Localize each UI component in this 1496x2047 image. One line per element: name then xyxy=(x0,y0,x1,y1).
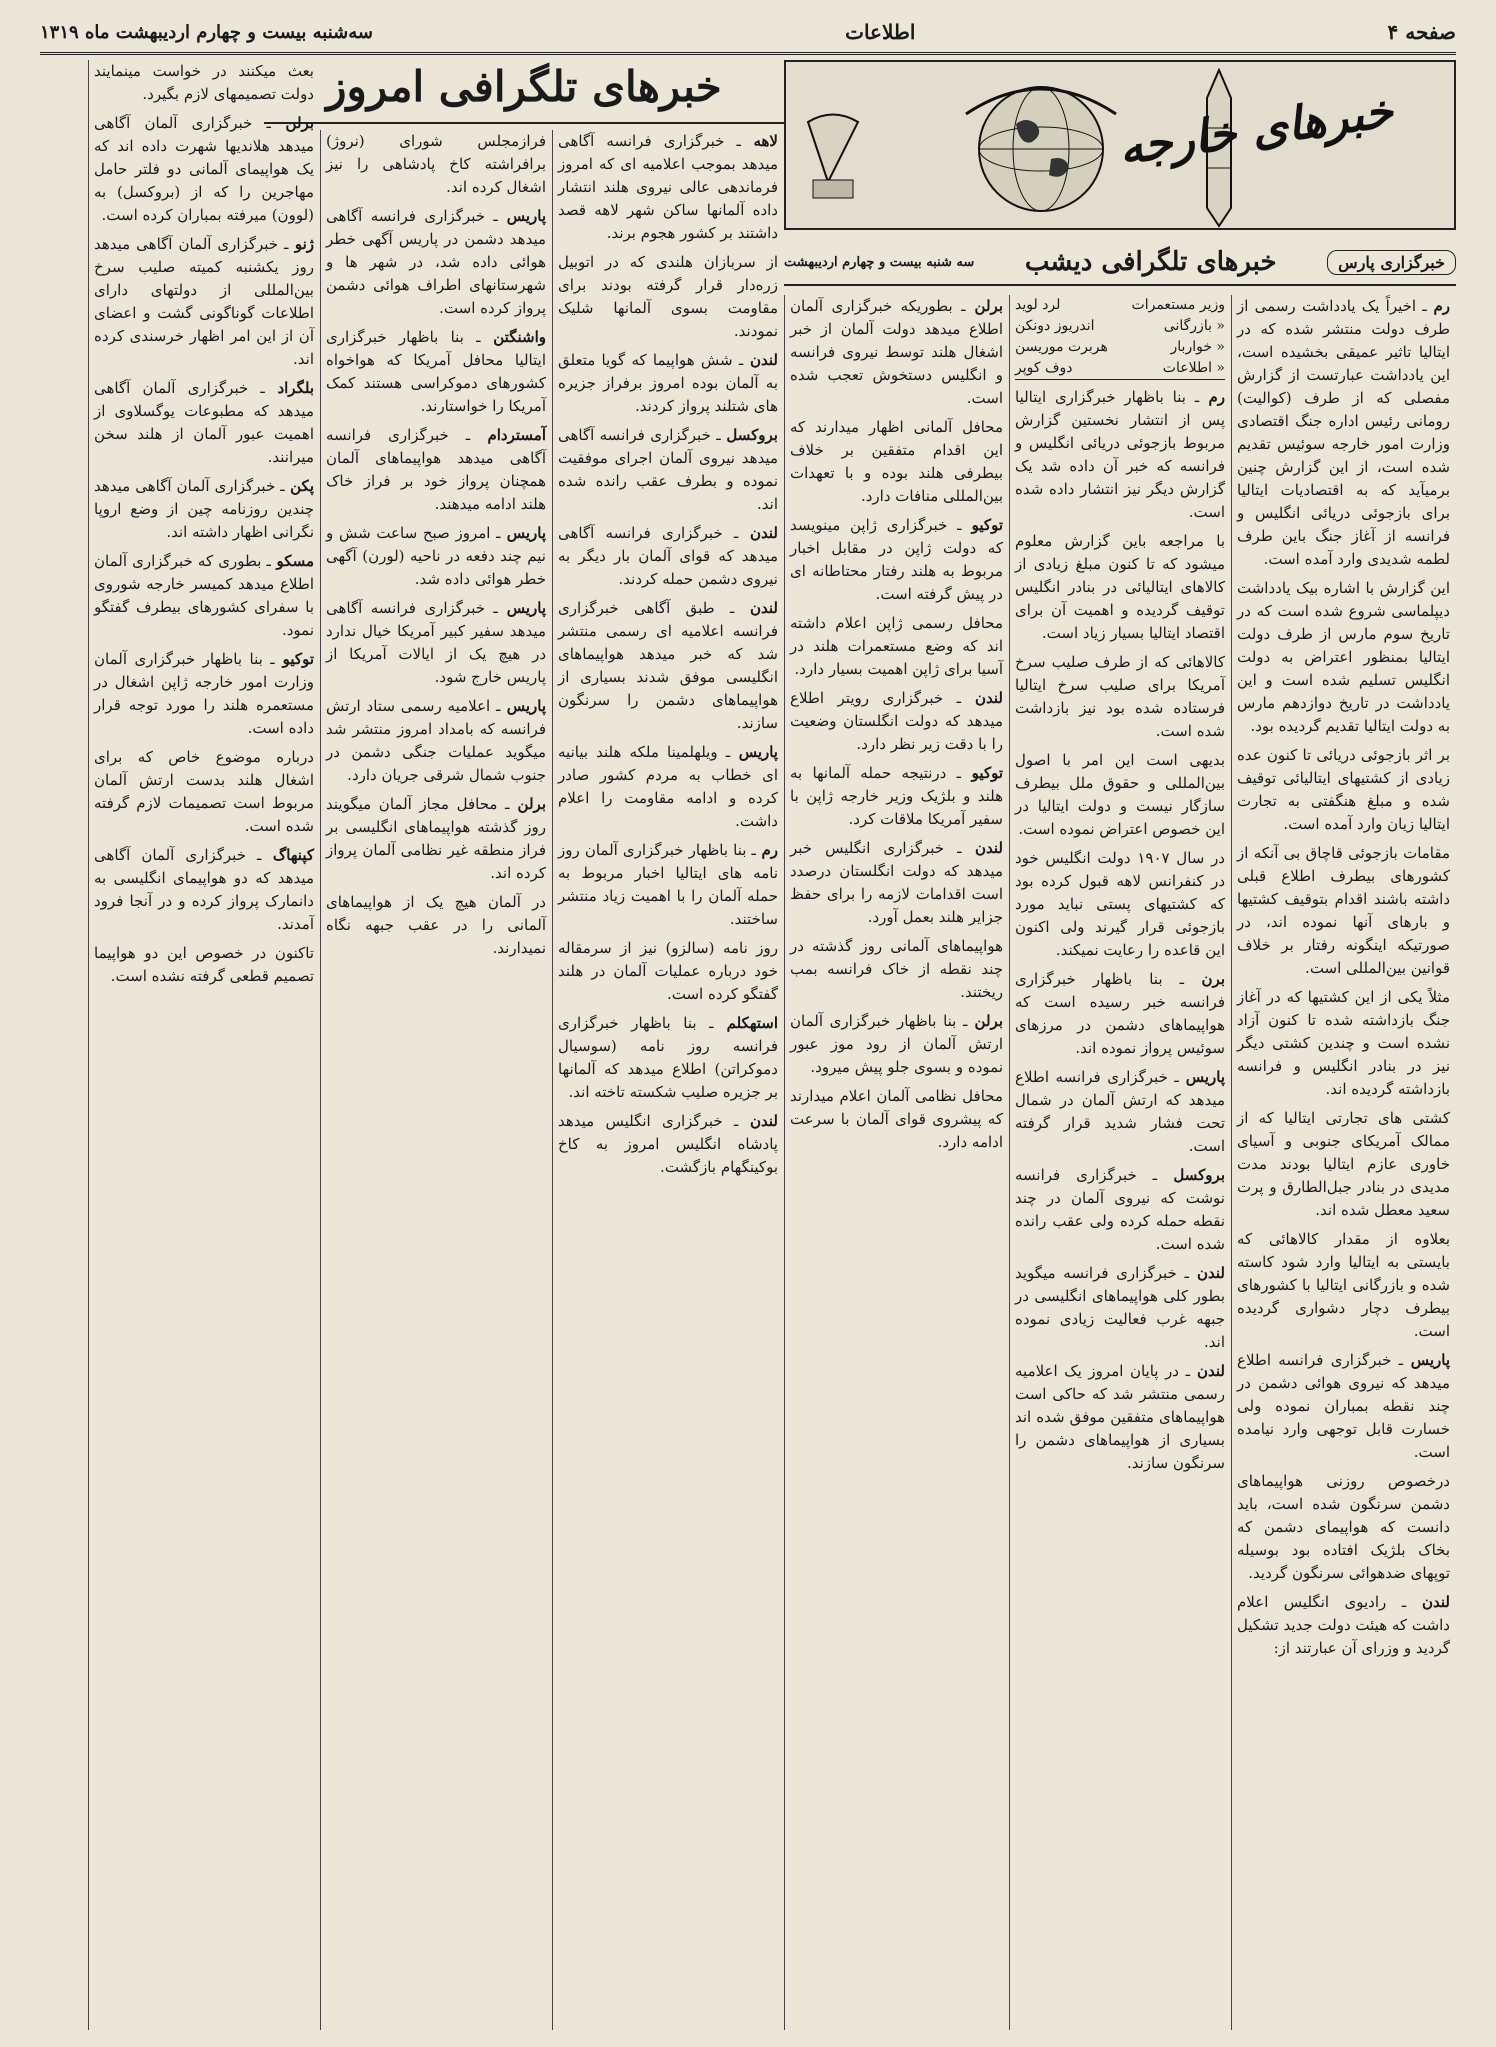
news-text: بر اثر بازجوئی دریائی تا کنون عده زیادی از کشتیهای ایتالیائی توقیف شده و مبلغ هنگفتی به تجارت ایتالیا زیان وارد آمده است. xyxy=(1237,746,1450,833)
dateline: پاریس xyxy=(497,599,546,617)
news-text: ـ خبرگزاری فرانسه آگاهی میدهد دشمن در پاریس آگهی خطر هوائی داده شد، در شهر ها و شهرستانهای اطراف هوائی دشمن پرواز کرده است. xyxy=(326,207,546,317)
news-text: هواپیماهای آلمانی روز گذشته در چند نقطه از خاک فرانسه بمب ریختند. xyxy=(790,937,1003,1001)
news-text: تاکنون در خصوص این دو هواپیما تصمیم قطعی گرفته نشده است. xyxy=(94,944,314,985)
news-item xyxy=(94,475,314,544)
news-text: بعلاوه از مقدار کالاهائی که بایستی به ایتالیا وارد شود کاسته شده و بازرگانی ایتالیا با کشورهای بیطرف دچار دشواری گردیده است. xyxy=(1237,1230,1450,1340)
news-item xyxy=(326,597,546,689)
news-text: ـ خبرگزاری فرانسه آگاهی میدهد بموجب اعلامیه ای که امروز فرماندهی عالی نیروی هلند انتشار داده آلمانها ساکن شهر لاهه قصد داشتند بر کشور هجوم برند. xyxy=(558,132,778,242)
dateline: واشنگتن xyxy=(480,328,546,346)
news-item xyxy=(790,416,1003,508)
news-item xyxy=(558,839,778,931)
column-4 xyxy=(552,130,784,2030)
news-text: بعث میکنند در خواست مینمایند دولت تصمیمهای لازم بگیرد. xyxy=(94,62,314,103)
news-text: این گزارش با اشاره بیک یادداشت دیپلماسی شروع شده است که در تاریخ سوم مارس از طرف دولت ایتالیا بمنظور اعتراض به دولت انگلیس تسلیم شده است و این یادداشت در تاریخ دوازدهم مارس به دولت ایتالیا تقدیم گردیده بود. xyxy=(1237,579,1450,735)
news-text: محافل نظامی آلمان اعلام میدارند که پیشروی قوای آلمان با سرعت ادامه دارد. xyxy=(790,1087,1003,1151)
dateline: برلن xyxy=(509,795,546,813)
news-text: ـ خبرگزاری آلمان آگاهی میدهد هلاندیها شهرت داده اند که یک هواپیمای آلمانی دو فلتر حامل مهاجرین را که از (بروکسل) به (لوون) میرفته بمباران کرده است. xyxy=(94,114,314,224)
news-item xyxy=(94,233,314,371)
news-item xyxy=(1237,1591,1450,1660)
news-text: ـ خبرگزاری آلمان آگاهی میدهد که مطبوعات یوگسلاوی از اهمیت عبور آلمان از هلند سخن میرانند. xyxy=(94,379,314,466)
dateline: توکیو xyxy=(274,650,314,668)
dateline: پاریس xyxy=(500,697,546,715)
news-item xyxy=(790,295,1003,410)
news-text: ـ خبرگزاری آلمان آگاهی میدهد که دو هواپیمای انگلیسی به دانمارک پرواز کرده و در آنجا فرود آمدند. xyxy=(94,846,314,933)
column-5-body xyxy=(326,130,546,960)
news-text: ـ خبرگزاری فرانسه آگاهی میدهد هواپیماهای آلمان همچنان پرواز خود بر فراز خاک هلند ادامه میدهند. xyxy=(326,426,546,513)
column-1-body xyxy=(1237,295,1450,1660)
dateline: برن xyxy=(1183,970,1225,988)
news-text: ـ خبرگزاری فرانسه اطلاع میدهد که ارتش آلمان در شمال تحت فشار شدید قرار گرفته است. xyxy=(1015,1068,1225,1155)
news-text: فرازمجلس شورای (نروژ) برافراشته کاخ پادشاهی را نیز اشغال کرده اند. xyxy=(326,132,546,196)
news-item xyxy=(558,597,778,735)
news-item xyxy=(326,130,546,199)
news-item xyxy=(558,424,778,516)
news-item xyxy=(1237,1470,1450,1585)
news-text: مقامات بازجوئی قاچاق بی آنکه از کشورهای بیطرف اطلاع قبلی داشته باشند اقدام بتوقیف کشتیها و بارهای آنها نموده اند، در صورتیکه اینگونه رفتار بر خلاف قوانین بین‌المللی است. xyxy=(1237,844,1450,977)
news-item xyxy=(94,112,314,227)
news-text: در سال ۱۹۰۷ دولت انگلیس خود در کنفرانس لاهه قبول کرده بود که کشتیهای پستی نباید مورد بازجوئی قرار گیرند ولی اکنون این قاعده را رعایت نمیکند. xyxy=(1015,849,1225,959)
news-text: در آلمان هیچ یک از هواپیماهای آلمانی را در عقب جبهه نگاه نمیدارند. xyxy=(326,893,546,957)
news-item xyxy=(94,60,314,106)
news-text: ـ خبرگزاری ژاپن مینویسد که دولت ژاپن در مقابل اخبار مربوط به هلند رفتار محتاطانه ای در پیش گرفته است. xyxy=(790,516,1003,603)
news-item xyxy=(790,762,1003,831)
paper-name: اطلاعات xyxy=(845,20,916,44)
news-text: بدیهی است این امر با اصول بین‌المللی و حقوق ملل بیطرف سازگار نیست و دولت ایتالیا در این خصوص اعتراض نموده است. xyxy=(1015,751,1225,838)
section-subheader xyxy=(784,240,1456,286)
cabinet-row: « اطلاعات دوف کوپر xyxy=(1015,360,1225,376)
column-3 xyxy=(784,295,1009,2030)
news-item xyxy=(790,935,1003,1004)
news-item xyxy=(790,514,1003,606)
news-item xyxy=(1015,1066,1225,1158)
dateline: پاریس xyxy=(730,743,778,761)
news-text: ـ امروز صبح ساعت شش و نیم چند دفعه در ناحیه (لورن) آگهی خطر هوائی داده شد. xyxy=(326,524,546,588)
dateline: لاهه xyxy=(740,132,778,150)
news-item xyxy=(1237,1349,1450,1464)
news-item xyxy=(326,326,546,418)
dateline: لندن xyxy=(961,689,1003,707)
news-item xyxy=(1015,968,1225,1060)
news-text: ـ رادیوی انگلیس اعلام داشت که هیئت دولت جدید تشکیل گردید و وزرای آن عبارتند از: xyxy=(1236,1593,1450,1657)
news-text: از سربازان هلندی که در اتوبیل زره‌دار قرار گرفته بودند برای مقاومت بسوی آلمانها شلیک نمودند. xyxy=(558,253,778,340)
dateline: رم xyxy=(1199,388,1225,406)
column-1 xyxy=(1231,295,1456,2030)
column-2 xyxy=(1009,295,1231,2030)
column-6-body xyxy=(94,60,314,988)
dateline: لندن xyxy=(961,839,1003,857)
column-5 xyxy=(320,130,552,2030)
news-item xyxy=(326,891,546,960)
dateline: استهکلم xyxy=(713,1014,778,1032)
news-item xyxy=(1237,1107,1450,1222)
dateline: بروکسل xyxy=(720,426,778,444)
news-item xyxy=(558,741,778,833)
news-text: ـ در پایان امروز یک اعلامیه رسمی منتشر شد که حاکی است هواپیماهای متفقین موفق شده اند بسیاری از هواپیماهای دشمن را سرنگون سازند. xyxy=(1015,1362,1225,1472)
section-date: سه شنبه بیست و چهارم اردیبهشت xyxy=(784,254,975,270)
news-item xyxy=(1237,577,1450,738)
news-item xyxy=(94,550,314,642)
news-text: ـ بطوریکه خبرگزاری آلمان اطلاع میدهد دولت آلمان از خبر اشغال هلند توسط نیروی فرانسه و انگلیس دستخوش تعجب شده است. xyxy=(790,297,1003,407)
news-text: ـ بنا باظهار خبرگزاری آلمان وزارت امور خارجه ژاپن اشغال در مستعمره هلند را مورد توجه قرار داده است. xyxy=(94,650,314,737)
news-text: ـ اخیراً یک یادداشت رسمی از طرف دولت منتشر شده که در ایتالیا تاثیر عمیقی بخشیده است، این یادداشت عبارتست از گزارش مفصلی که از طرف (کوالیت) رومانی رئیس اداره جنگ اقتصادی وزارت امور خارجه سوئیس تقدیم شده است، از این گزارش چنین برمیآید که به اقتصادیات ایتالیا برای بازجوئی دریائی انگلیس و فرانسه از آغاز جنگ باین طرف لطمه شدیدی وارد آمده است. xyxy=(1237,297,1450,568)
news-text: ـ شش هواپیما که گویا متعلق به آلمان بوده امروز برفراز جزیره های شتلند پرواز کردند. xyxy=(558,351,778,415)
dateline: پکن xyxy=(284,477,314,495)
agency-label: خبرگزاری پارس xyxy=(1327,250,1456,275)
issue-date: سه‌شنبه بیست و چهارم اردیبهشت ماه ۱۳۱۹ xyxy=(40,21,373,43)
dateline: بروکسل xyxy=(1157,1166,1225,1184)
dateline: رم xyxy=(1426,297,1450,315)
news-text: ـ بنا باظهار خبرگزاری آلمان ارتش آلمان از رود موز عبور نموده و بسوی جلو پیش میرود. xyxy=(790,1012,1003,1076)
news-text: ـ خبرگزاری انگلیس خبر میدهد که دولت انگلستان درصدد است اقدامات لازمه را برای حفظ جزایر هلند بعمل آورد. xyxy=(790,839,1003,926)
dateline: لندن xyxy=(743,351,778,369)
news-item xyxy=(94,844,314,936)
gramophone-icon xyxy=(798,102,868,202)
news-text: ـ بنا باظهار خبرگزاری فرانسه خبر رسیده است که هواپیماهای دشمن در مرزهای سوئیس پرواز نموده اند. xyxy=(1015,970,1225,1057)
dateline: لندن xyxy=(1406,1593,1450,1611)
news-item xyxy=(1015,847,1225,962)
news-item xyxy=(94,942,314,988)
news-item xyxy=(790,1010,1003,1079)
columns-area xyxy=(40,60,1456,2030)
news-item xyxy=(1015,1360,1225,1475)
news-item xyxy=(326,695,546,787)
cabinet-list xyxy=(1015,295,1225,380)
news-text: ـ خبرگزاری آلمان آگاهی میدهد روز یکشنبه کمیته صلیب سرخ بین‌المللی از دولتهای دارای اطلاعات گوناگونی گشت و اعضای آن از این امر اظهار خرسندی کرده اند. xyxy=(94,235,314,368)
dateline: آمستردام xyxy=(470,426,546,444)
news-text: ـ بنا باظهار خبرگزاری ایتالیا پس از انتشار نخستین گزارش مربوط بازجوئی دریائی انگلیس و فرانسه که خبر آن داده شد یک گزارش دیگر نیز انتشار داده شده است. xyxy=(1015,388,1225,521)
news-item xyxy=(326,424,546,516)
dateline: لندن xyxy=(734,599,779,617)
news-item xyxy=(558,522,778,591)
dateline: برلن xyxy=(967,1012,1003,1030)
news-item xyxy=(558,1012,778,1104)
news-item xyxy=(1015,749,1225,841)
dateline: توکیو xyxy=(961,516,1003,534)
dateline: برلن xyxy=(965,297,1003,315)
dateline: برلن xyxy=(270,114,314,132)
dateline: لندن xyxy=(738,524,778,542)
foreign-news-banner xyxy=(784,60,1456,230)
news-text: ـ خبرگزاری انگلیس میدهد پادشاه انگلیس امروز به کاخ بوکینگهام بازگشت. xyxy=(558,1112,778,1176)
news-item xyxy=(1237,986,1450,1101)
news-text: ـ خبرگزاری رویتر اطلاع میدهد که دولت انگلستان وضعیت را با دقت زیر نظر دارد. xyxy=(790,689,1003,753)
column-4-body xyxy=(558,130,778,1179)
news-item xyxy=(790,837,1003,929)
news-text: ـ محافل مجاز آلمان میگویند روز گذشته هواپیماهای انگلیسی بر فراز منطقه غیر نظامی آلمان پرواز کرده اند. xyxy=(326,795,546,882)
news-text: ـ بنا باظهار خبرگزاری آلمان روز نامه های ایتالیا اخبار مربوط به حمله آلمان را با اهمیت زیاد منتشر ساختند. xyxy=(558,841,778,928)
news-text: با مراجعه باین گزارش معلوم میشود که تا کنون مبلغ زیادی از کالاهای ایتالیائی در بنادر انگلیس توقیف گردیده و اهمیت آن برای اقتصاد ایتالیا بسیار زیاد است. xyxy=(1015,532,1225,642)
news-item xyxy=(1237,1228,1450,1343)
page-number: صفحه ۴ xyxy=(1387,20,1456,44)
cabinet-row: وزیر مستعمرات لرد لوید xyxy=(1015,297,1225,313)
cabinet-row: « بازرگانی اندریوز دونکن xyxy=(1015,318,1225,334)
news-text: ـ طبق آگاهی خبرگزاری فرانسه اعلامیه ای رسمی منتشر شد که خبر میدهد هواپیماهای انگلیسی موفق شدند بسیاری از هواپیماهای دشمن را سرنگون سازند. xyxy=(558,599,778,732)
main-headline: خبرهای تلگرافی امروز xyxy=(264,62,784,124)
section-title: خبرهای تلگرافی دیشب xyxy=(1024,247,1277,277)
news-item xyxy=(558,349,778,418)
column-2-body xyxy=(1015,386,1225,1475)
news-text: کالاهائی که از طرف صلیب سرخ آمریکا برای صلیب سرخ ایتالیا فرستاده شده بود نیز بازداشت شده است. xyxy=(1015,653,1225,740)
dateline: بلگراد xyxy=(264,379,314,397)
news-item xyxy=(1015,530,1225,645)
news-text: مثلاً یکی از این کشتیها که در آغاز جنگ بازداشته شده تا کنون آزاد نشده است و چندین کشتی دیگر نیز در بنادر انگلیس و فرانسه بازداشته گردیده اند. xyxy=(1237,988,1450,1098)
dateline: لندن xyxy=(1189,1362,1225,1380)
news-text: ـ بنا باظهار خبرگزاری فرانسه روز نامه (سوسیال دموکراتن) اطلاع میدهد که آلمانها بر جزیره صلیب شکسته تاخته اند. xyxy=(558,1014,778,1101)
news-item xyxy=(1015,1262,1225,1354)
news-text: ـ خبرگزاری فرانسه آگاهی میدهد سفیر کبیر آمریکا خیال ندارد در هیچ یک از ایالات آمریکا از پاریس خارج شود. xyxy=(326,599,546,686)
news-text: ـ خبرگزاری فرانسه آگاهی میدهد نیروی آلمان اجرای موفقیت نموده و بطرف عقب رانده شده اند. xyxy=(558,426,778,513)
news-text: درباره موضوع خاص که برای اشغال هلند بدست ارتش آلمان مربوط است تصمیمات لازم گرفته شده است. xyxy=(94,748,314,835)
news-item xyxy=(558,1110,778,1179)
news-text: ـ خبرگزاری فرانسه اطلاع میدهد که نیروی هوائی دشمن در چند نقطه بمباران نموده ولی خسارت قابل توجهی وارد نیامده است. xyxy=(1237,1351,1450,1461)
dateline: لندن xyxy=(1188,1264,1225,1282)
column-6 xyxy=(88,60,320,2030)
cabinet-row: « خواربار هربرت موریسن xyxy=(1015,339,1225,355)
news-item xyxy=(1237,295,1450,571)
news-item xyxy=(790,1085,1003,1154)
news-text: ـ ویلهلمینا ملکه هلند بیانیه ای خطاب به مردم کشور صادر کرده و ادامه مقاومت را اعلام داشت. xyxy=(558,743,778,830)
dateline: کپنهاگ xyxy=(261,846,314,864)
news-item xyxy=(326,205,546,320)
column-3-body xyxy=(790,295,1003,1154)
news-item xyxy=(558,937,778,1006)
masthead xyxy=(40,12,1456,55)
news-text: ـ بطوری که خبرگزاری آلمان اطلاع میدهد کمیسر خارجه شوروی با سفرای کشورهای بیطرف گفتگو نمود. xyxy=(94,552,314,639)
news-item xyxy=(1015,651,1225,743)
news-text: کشتی های تجارتی ایتالیا که از ممالک آمریکای جنوبی و آسیای خاوری عازم ایتالیا بودند مدت مدیدی در بنادر جبل‌الطارق و پرت سعید معطل شده اند. xyxy=(1237,1109,1450,1219)
news-text: محافل رسمی ژاپن اعلام داشته اند که وضع مستعمرات هلند در آسیا برای ژاپن اهمیت بسیار دارد. xyxy=(790,614,1003,678)
dateline: پاریس xyxy=(1403,1351,1451,1369)
news-text: روز نامه (سالزو) نیز از سرمقاله خود درباره عملیات آلمان در هلند گفتگو کرده است. xyxy=(558,939,778,1003)
dateline: پاریس xyxy=(500,524,547,542)
dateline: ژنو xyxy=(288,235,314,253)
news-item xyxy=(1237,842,1450,980)
news-item xyxy=(558,130,778,245)
news-item xyxy=(1015,1164,1225,1256)
news-item xyxy=(94,377,314,469)
news-text: محافل آلمانی اظهار میدارند که این اقدام متفقین بر خلاف بیطرفی هلند بوده و با تعهدات بین‌المللی منافات دارد. xyxy=(790,418,1003,505)
news-item xyxy=(1015,386,1225,524)
news-item xyxy=(326,793,546,885)
dateline: توکیو xyxy=(960,764,1004,782)
news-text: ـ خبرگزاری آلمان آگاهی میدهد چندین روزنامه چین از وضع اروپا نگرانی اظهار داشته اند. xyxy=(94,477,314,541)
news-item xyxy=(326,522,546,591)
dateline: لندن xyxy=(738,1112,778,1130)
banner-title: خبرهای خارجه xyxy=(1115,83,1397,175)
news-text: ـ اعلامیه رسمی ستاد ارتش فرانسه که بامداد امروز منتشر شد میگوید عملیات جنگی دشمن در جنوب شمال شرقی جریان دارد. xyxy=(326,697,546,784)
dateline: پاریس xyxy=(497,207,546,225)
news-text: ـ خبرگزاری فرانسه آگاهی میدهد که قوای آلمان بار دیگر به نیروی دشمن حمله کردند. xyxy=(558,524,778,588)
news-item xyxy=(94,648,314,740)
news-text: ـ خبرگزاری فرانسه نوشت که نیروی آلمان در چند نقطه حمله کرده ولی عقب رانده شده است. xyxy=(1015,1166,1225,1253)
news-text: ـ خبرگزاری فرانسه میگوید بطور کلی هواپیماهای انگلیسی در جبهه غرب فعالیت زیادی نموده اند. xyxy=(1015,1264,1225,1351)
dateline: مسکو xyxy=(270,552,314,570)
dateline: رم xyxy=(755,841,778,859)
globe-icon xyxy=(956,74,1126,224)
news-text: ـ درنتیجه حمله آلمانها به هلند و بلژیک وزیر خارجه ژاپن با سفیر آمریکا ملاقات کرد. xyxy=(790,764,1003,828)
dateline: پاریس xyxy=(1178,1068,1226,1086)
news-item xyxy=(1237,744,1450,836)
news-item xyxy=(558,251,778,343)
news-item xyxy=(94,746,314,838)
news-item xyxy=(790,612,1003,681)
news-item xyxy=(790,687,1003,756)
news-text: درخصوص روزنی هواپیماهای دشمن سرنگون شده است، باید دانست که هواپیمای دشمن که بخاک بلژیک افتاده بود بوسیله توپهای ضدهوائی سرنگون گردید. xyxy=(1237,1472,1450,1582)
news-text: ـ بنا باظهار خبرگزاری ایتالیا محافل آمریکا که هواخواه کشورهای دموکراسی هستند کمک آمریکا را خواستارند. xyxy=(326,328,546,415)
